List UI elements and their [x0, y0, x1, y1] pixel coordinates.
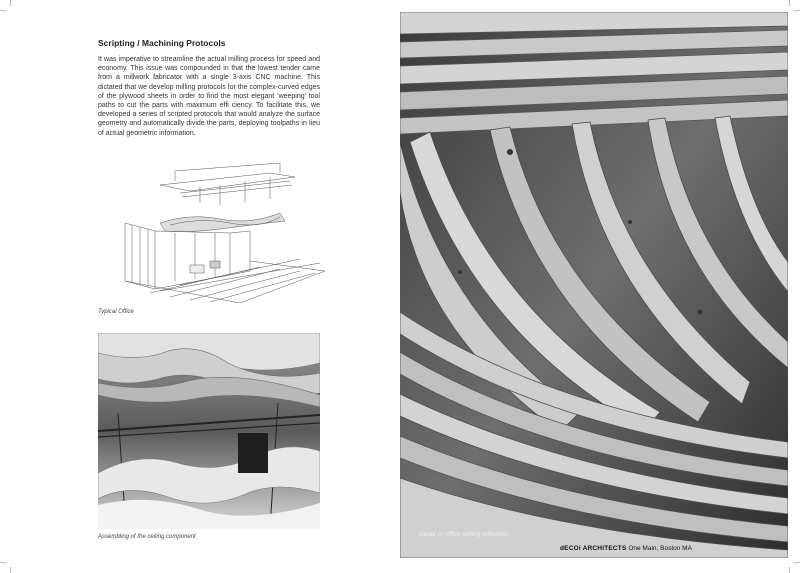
body-paragraph: It was imperative to streamline the actual milling process for speed and economy. This issue was compounded in that the lowest tender came from a millwork fabricator with a single 3-axis CNC machine. This dictated that we develop milling protocols for the complex-curved edges of the plywood sheets in order to find the most elegant ‘weeping’ tool paths to cut the parts with maximum effi ciency. To facilitate this, we developed a series of scripted protocols that would analyze the surface geometry and automatically divide the parts, deploying toolpaths in lieu of actual geometric information. — [98, 56, 320, 137]
section-heading: Scripting / Machining Protocols — [98, 38, 226, 48]
page-footer — [560, 545, 692, 552]
office-caption: Typical Office — [98, 309, 134, 315]
assembly-caption: Assembling of the ceiling component — [98, 534, 196, 540]
firm-name: dECOi ARCHITECTS — [560, 545, 627, 552]
firm-address: One Main, Boston MA — [628, 545, 692, 552]
right-page — [400, 0, 800, 573]
office-line-drawing — [120, 163, 325, 303]
assembly-photo — [98, 333, 320, 529]
ceiling-detail-photo — [400, 12, 788, 558]
detail-caption: Detail of office ceiling inflection. — [419, 531, 510, 538]
